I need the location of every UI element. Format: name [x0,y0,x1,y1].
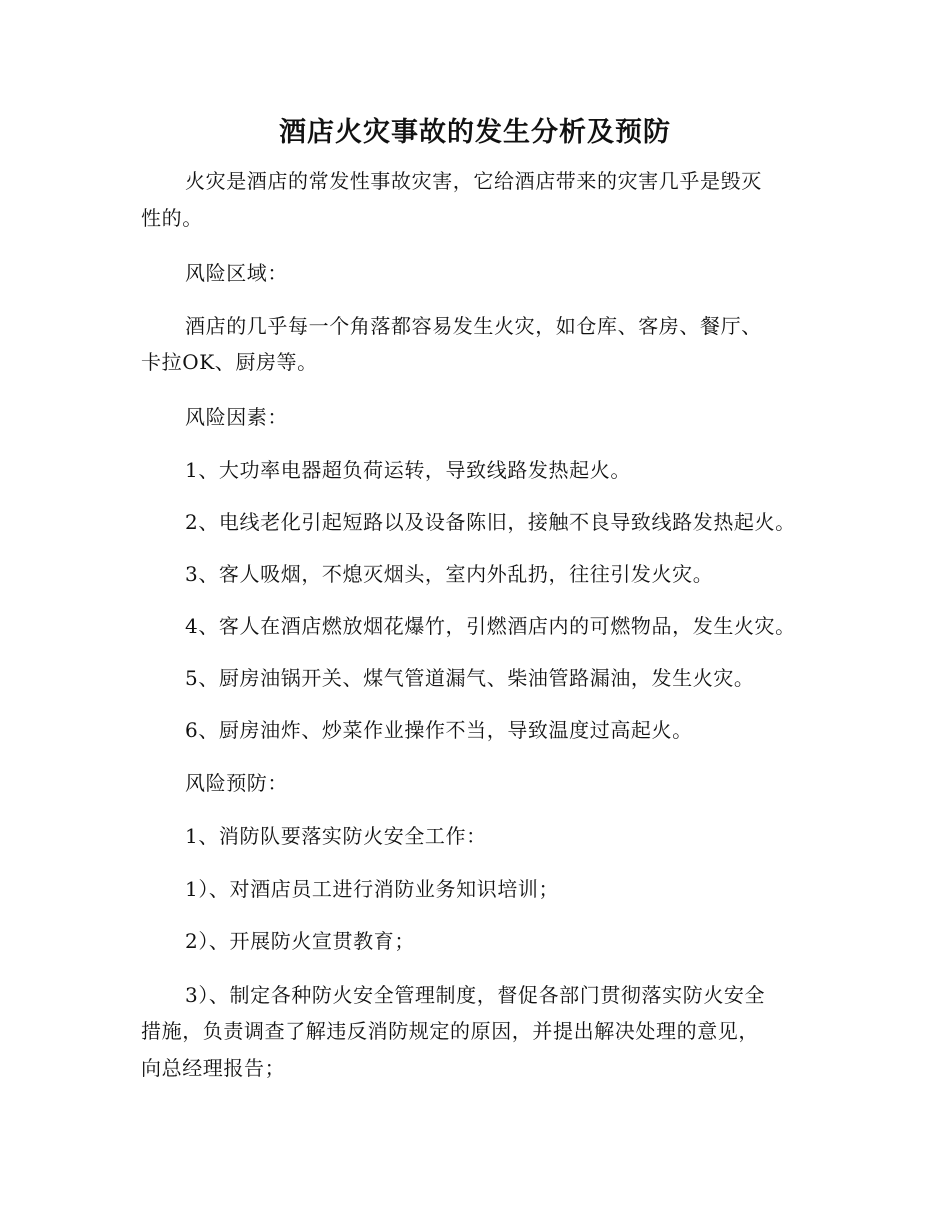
prevention-subitem-1: 1）、对酒店员工进行消防业务知识培训； [185,877,560,901]
prevention-subitem-2: 2）、开展防火宣贯教育； [185,929,415,953]
risk-areas-line-1: 酒店的几乎每一个角落都容易发生火灾，如仓库、客房、餐厅、 [185,314,762,338]
prevention-item-1: 1、消防队要落实防火安全工作： [185,824,487,848]
intro-paragraph-line-2: 性的。 [141,206,203,230]
section-heading-risk-areas: 风险区域： [185,261,288,285]
risk-factor-1: 1、大功率电器超负荷运转，导致线路发热起火。 [185,458,631,482]
risk-areas-line-2: 卡拉OK、厨房等。 [141,350,318,374]
risk-factor-5: 5、厨房油锅开关、煤气管道漏气、柴油管路漏油，发生火灾。 [185,666,755,690]
section-heading-risk-factors: 风险因素： [185,405,288,429]
section-heading-risk-prevention: 风险预防： [185,771,288,795]
prevention-subitem-3-line-1: 3）、制定各种防火安全管理制度，督促各部门贯彻落实防火安全 [185,983,766,1007]
risk-factor-6: 6、厨房油炸、炒菜作业操作不当，导致温度过高起火。 [185,718,693,742]
intro-paragraph-line-1: 火灾是酒店的常发性事故灾害，它给酒店带来的灾害几乎是毁灭 [185,169,762,193]
prevention-subitem-3-line-2: 措施，负责调查了解违反消防规定的原因，并提出解决处理的意见， [141,1019,759,1043]
risk-factor-3: 3、客人吸烟，不熄灭烟头，室内外乱扔，往往引发火灾。 [185,562,714,586]
risk-factor-4: 4、客人在酒店燃放烟花爆竹，引燃酒店内的可燃物品，发生火灾。 [185,614,796,638]
risk-factor-2: 2、电线老化引起短路以及设备陈旧，接触不良导致线路发热起火。 [185,510,796,534]
prevention-subitem-3-line-3: 向总经理报告； [141,1056,286,1080]
document-title: 酒店火灾事故的发生分析及预防 [279,117,671,148]
